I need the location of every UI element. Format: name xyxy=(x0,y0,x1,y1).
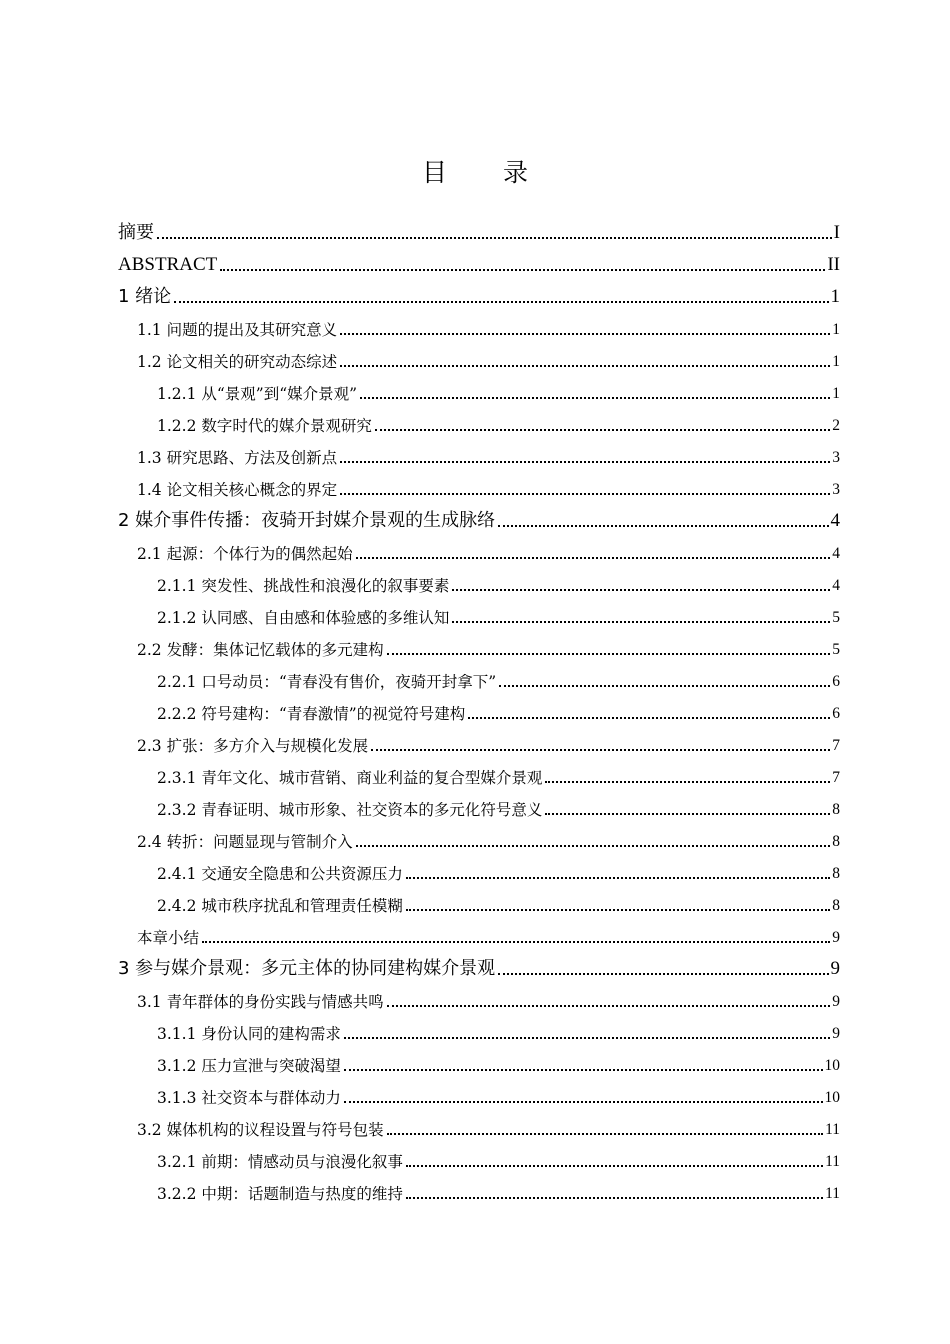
toc-dot-leader xyxy=(344,1036,830,1039)
toc-entry-title: 1.1 问题的提出及其研究意义 xyxy=(137,321,338,339)
toc-dot-leader xyxy=(452,620,830,623)
toc-dot-leader xyxy=(356,844,831,847)
toc-page-number: 4 xyxy=(832,545,840,562)
toc-entry[interactable] xyxy=(118,566,840,598)
toc-dot-leader xyxy=(344,1068,823,1071)
toc-entry-title: 3.2 媒体机构的议程设置与符号包装 xyxy=(137,1121,384,1139)
toc-page-number: 1 xyxy=(830,286,840,307)
toc-entry-title: 2.2 发酵：集体记忆载体的多元建构 xyxy=(137,641,384,659)
toc-entry[interactable] xyxy=(118,1174,840,1206)
toc-dot-leader xyxy=(406,876,830,879)
toc-page-number: 11 xyxy=(825,1185,840,1202)
toc-entry[interactable] xyxy=(118,918,840,950)
toc-dot-leader xyxy=(375,428,830,431)
toc-entry[interactable] xyxy=(118,950,840,982)
toc-entry-title: 2.3.1 青年文化、城市营销、商业利益的复合型媒介景观 xyxy=(157,769,543,787)
toc-page-number: 10 xyxy=(824,1089,840,1106)
toc-dot-leader xyxy=(387,652,831,655)
toc-entry-title: 2.3.2 青春证明、城市形象、社交资本的多元化符号意义 xyxy=(157,801,543,819)
toc-entry-title: 本章小结 xyxy=(137,929,200,947)
toc-dot-leader xyxy=(340,332,830,335)
toc-entry[interactable] xyxy=(118,1014,840,1046)
toc-page-number: 6 xyxy=(832,705,840,722)
toc-entry-title: 2.4 转折：问题显现与管制介入 xyxy=(137,833,353,851)
toc-page-number: 11 xyxy=(825,1153,840,1170)
toc-dot-leader xyxy=(499,684,830,687)
toc-page-number: 2 xyxy=(832,417,840,434)
toc-entry[interactable] xyxy=(118,758,840,790)
toc-dot-leader xyxy=(468,716,830,719)
toc-entry-title: 2.1.1 突发性、挑战性和浪漫化的叙事要素 xyxy=(157,577,450,595)
toc-entry-title: 2.4.1 交通安全隐患和公共资源压力 xyxy=(157,865,403,883)
toc-dot-leader xyxy=(406,908,830,911)
page-title: 目 录 xyxy=(422,158,552,187)
toc-page-number: 11 xyxy=(825,1121,840,1138)
toc-entry[interactable] xyxy=(118,342,840,374)
toc-dot-leader xyxy=(371,748,830,751)
toc-page-number: 10 xyxy=(824,1057,840,1074)
toc-page-number: 1 xyxy=(832,321,840,338)
toc-entry[interactable] xyxy=(118,278,840,310)
toc-page-number: 5 xyxy=(832,609,840,626)
toc-entry[interactable] xyxy=(118,854,840,886)
toc-page-number: 5 xyxy=(832,641,840,658)
toc-page-number: 1 xyxy=(832,353,840,370)
toc-entry-title: 1.2.2 数字时代的媒介景观研究 xyxy=(157,417,372,435)
toc-entry[interactable] xyxy=(118,214,840,246)
toc-entry-title: 3.2.1 前期：情感动员与浪漫化叙事 xyxy=(157,1153,403,1171)
toc-page-number: 1 xyxy=(832,385,840,402)
toc-page-number: 8 xyxy=(832,833,840,850)
toc-entry-title: 2.1.2 认同感、自由感和体验感的多维认知 xyxy=(157,609,450,627)
toc-page-number: 7 xyxy=(832,769,840,786)
toc-entry-title: 1.3 研究思路、方法及创新点 xyxy=(137,449,338,467)
toc-dot-leader xyxy=(452,588,830,591)
toc-entry[interactable] xyxy=(118,438,840,470)
toc-page-number: I xyxy=(833,222,840,243)
toc-entry-title: 1.2 论文相关的研究动态综述 xyxy=(137,353,338,371)
toc-entry[interactable] xyxy=(118,790,840,822)
toc-entry-title: 1.2.1 从“景观”到“媒介景观” xyxy=(157,385,358,403)
toc-dot-leader xyxy=(157,236,832,239)
toc-dot-leader xyxy=(220,268,825,271)
toc-page-number: 8 xyxy=(832,801,840,818)
toc-dot-leader xyxy=(545,812,830,815)
toc-page-number: 7 xyxy=(832,737,840,754)
toc-entry-title: 1 绪论 xyxy=(118,286,172,307)
toc-page-number: II xyxy=(827,254,840,275)
toc-dot-leader xyxy=(356,556,831,559)
toc-entry[interactable] xyxy=(118,502,840,534)
toc-dot-leader xyxy=(340,492,830,495)
toc-dot-leader xyxy=(387,1132,823,1135)
toc-entry[interactable] xyxy=(118,1078,840,1110)
toc-dot-leader xyxy=(406,1196,823,1199)
toc-page-number: 8 xyxy=(832,865,840,882)
toc-page-number: 6 xyxy=(832,673,840,690)
toc-entry-title: 1.4 论文相关核心概念的界定 xyxy=(137,481,338,499)
toc-entry[interactable] xyxy=(118,406,840,438)
toc-page-number: 9 xyxy=(832,993,840,1010)
toc-entry-title: 2.4.2 城市秩序扰乱和管理责任模糊 xyxy=(157,897,403,915)
toc-entry[interactable] xyxy=(118,470,840,502)
toc-entry[interactable] xyxy=(118,374,840,406)
toc-entry-title: 3.1.1 身份认同的建构需求 xyxy=(157,1025,341,1043)
toc-entry[interactable] xyxy=(118,982,840,1014)
toc-entry[interactable] xyxy=(118,1110,840,1142)
toc-dot-leader xyxy=(545,780,830,783)
toc-entry-title: 2.2.1 口号动员：“青春没有售价，夜骑开封拿下” xyxy=(157,673,497,691)
toc-entry-title: ABSTRACT xyxy=(118,254,218,275)
toc-entry[interactable] xyxy=(118,630,840,662)
toc-dot-leader xyxy=(340,364,830,367)
toc-entry-title: 2.3 扩张：多方介入与规模化发展 xyxy=(137,737,369,755)
toc-page-number: 3 xyxy=(832,449,840,466)
toc-entry-title: 3.1.3 社交资本与群体动力 xyxy=(157,1089,341,1107)
toc-dot-leader xyxy=(174,300,828,303)
toc-entry[interactable] xyxy=(118,534,840,566)
toc-dot-leader xyxy=(498,972,828,975)
toc-page-number: 9 xyxy=(830,958,840,979)
toc-entry[interactable] xyxy=(118,662,840,694)
toc-dot-leader xyxy=(340,460,830,463)
toc-entry-title: 3.2.2 中期：话题制造与热度的维持 xyxy=(157,1185,403,1203)
toc-entry[interactable] xyxy=(118,246,840,278)
table-of-contents xyxy=(118,214,840,1206)
toc-page-number: 8 xyxy=(832,897,840,914)
toc-entry-title: 2 媒介事件传播：夜骑开封媒介景观的生成脉络 xyxy=(118,510,496,531)
toc-dot-leader xyxy=(387,1004,831,1007)
toc-dot-leader xyxy=(498,524,828,527)
toc-entry-title: 摘要 xyxy=(118,222,154,243)
toc-entry-title: 2.1 起源：个体行为的偶然起始 xyxy=(137,545,353,563)
toc-entry[interactable] xyxy=(118,598,840,630)
toc-page-number: 9 xyxy=(832,1025,840,1042)
toc-entry[interactable] xyxy=(118,726,840,758)
toc-page-number: 4 xyxy=(830,510,840,531)
toc-entry[interactable] xyxy=(118,1142,840,1174)
toc-entry-title: 2.2.2 符号建构：“青春激情”的视觉符号建构 xyxy=(157,705,466,723)
toc-entry[interactable] xyxy=(118,886,840,918)
toc-dot-leader xyxy=(360,396,830,399)
toc-dot-leader xyxy=(406,1164,823,1167)
toc-page-number: 4 xyxy=(832,577,840,594)
toc-entry-title: 3.1.2 压力宣泄与突破渴望 xyxy=(157,1057,341,1075)
toc-entry-title: 3.1 青年群体的身份实践与情感共鸣 xyxy=(137,993,384,1011)
toc-entry[interactable] xyxy=(118,694,840,726)
toc-page-number: 9 xyxy=(832,929,840,946)
toc-dot-leader xyxy=(202,940,830,943)
toc-entry[interactable] xyxy=(118,310,840,342)
toc-dot-leader xyxy=(344,1100,823,1103)
toc-entry[interactable] xyxy=(118,822,840,854)
toc-entry-title: 3 参与媒介景观：多元主体的协同建构媒介景观 xyxy=(118,958,496,979)
toc-page-number: 3 xyxy=(832,481,840,498)
toc-entry[interactable] xyxy=(118,1046,840,1078)
